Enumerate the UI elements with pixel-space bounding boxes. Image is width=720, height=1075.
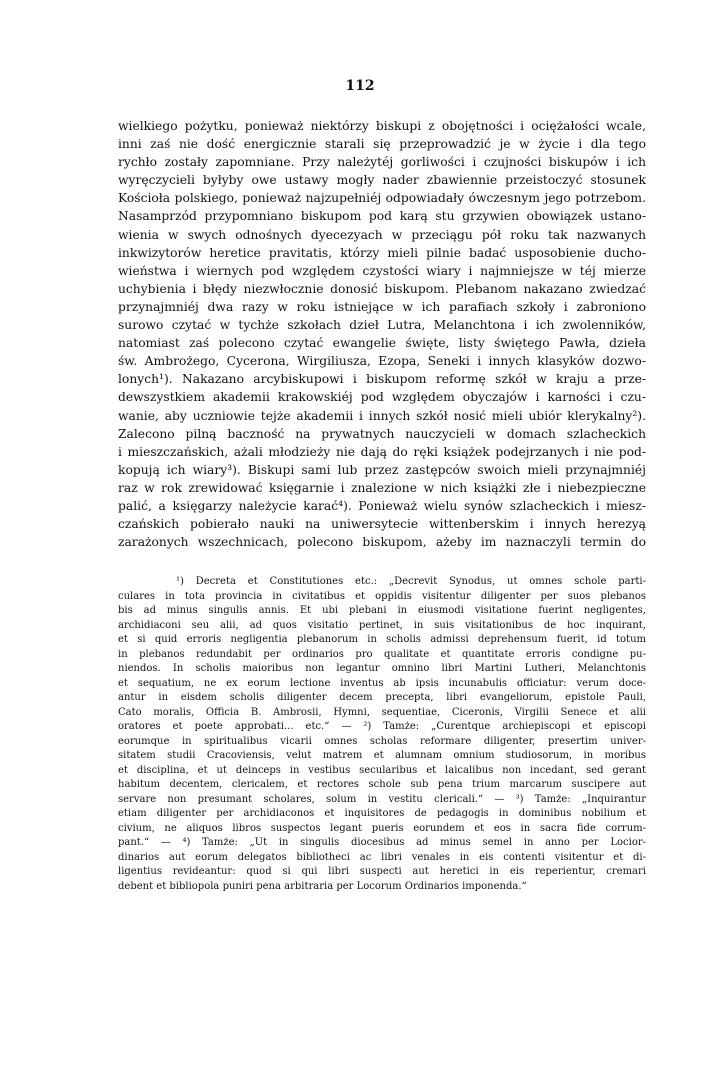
- text-line: rychło zostały zapomniane. Przy należytéj gorliwości i czujności biskupów i ich: [118, 155, 646, 170]
- text-line: czańskich pobierało nauki na uniwersytecie wittenberskim i innych herezyą: [118, 517, 646, 532]
- text-line: wielkiego pożytku, ponieważ niektórzy biskupi z obojętności i ociężałości wcale,: [118, 119, 646, 133]
- text-line: zarażonych wszechnicach, polecono biskupom, ażeby im naznaczyli termin do: [118, 535, 646, 550]
- text-line: i mieszczańskich, ażali młodzieży nie dają do ręki książek podejrzanych i nie pod-: [118, 444, 646, 459]
- text-line: dewszystkiem akademii krakowskiéj pod względem obyczajów i karności i czu-: [118, 390, 646, 405]
- footnote-line: et disciplina, et ut deinceps in vestibus secularibus et laicalibus non incedant, sed gerant: [118, 764, 646, 776]
- text-line: Zalecono pilną baczność na prywatnych nauczycieli w domach szlacheckich: [118, 426, 646, 441]
- footnote-line: civium, ne aliquos libros suspectos legant pueris eorundem et eos in sacra fide corrum-: [118, 822, 646, 834]
- footnote-line: eorumque in spiritualibus vicarii omnes scholas reformare diligenter, presertim univer-: [118, 735, 646, 747]
- text-line: wanie, aby uczniowie tejże akademii i innych szkół nosić mieli ubiór klerykalny²).: [118, 408, 646, 423]
- footnote-line: pant.“ — ⁴) Tamże: „Ut in singulis diocesibus ad minus semel in anno per Locior-: [118, 837, 646, 848]
- text-line: wyręczycieli byłyby owe ustawy mogły nader zbawiennie przeistoczyć stosunek: [118, 173, 646, 188]
- footnote-line: antur in eisdem scholis diligenter decem precepta, libri evangeliorum, epistole Pauli,: [118, 692, 646, 703]
- text-line: kopują ich wiary³). Biskupi sami lub przez zastępców swoich mieli przynajmniéj: [118, 462, 646, 477]
- footnote-line: bis ad minus singulis annis. Et ubi plebani in eiusmodi visitatione fuerint negligentes,: [118, 605, 646, 616]
- footnote-line: in plebanos redundabit per ordinarios pro qualitate et quantitate erroris condigne pu-: [118, 648, 646, 660]
- text-line: palić, a księgarzy należycie karać⁴). Ponieważ wielu synów szlacheckich i miesz-: [118, 498, 646, 513]
- footnote-line: dinarios aut eorum delegatos bibliotheci ac libri venales in eis contenti visitentur et di-: [118, 851, 646, 863]
- text-line: raz w rok zrewidować księgarnie i znalezione w nich książki złe i niebezpieczne: [118, 480, 646, 495]
- footnote-line: sitatem studii Cracoviensis, velut matrem et alumnam omnium studiosorum, in moribus: [118, 750, 646, 761]
- text-line: wienia w swych odnośnych dyecezyach w przeciągu pół roku tak nazwanych: [118, 227, 646, 242]
- text-line: surowo czytać w tychże szkołach dzieł Lutra, Melanchtona i ich zwolenników,: [118, 318, 646, 333]
- footnote-line: ¹) Decreta et Constitutiones etc.: „Decrevit Synodus, ut omnes schole parti-: [176, 576, 646, 587]
- footnote-line: debent et bibliopola puniri pena arbitraria per Locorum Ordinarios imponenda.“: [118, 880, 527, 892]
- footnote-line: archidiaconi seu alii, ad quos visitatio pertinet, in suis visitationibus de hoc inquirant,: [118, 619, 646, 631]
- page-number: 112: [345, 78, 375, 94]
- main-text: [118, 117, 646, 551]
- text-line: inni zaś nie dość energicznie starali się przeprowadzić je w życie i dla tego: [118, 137, 646, 152]
- text-line: Kościoła polskiego, ponieważ najzupełniéj odpowiadały ówczesnym jego potrzebom.: [118, 191, 646, 206]
- text-line: Nasamprzód przypomniano biskupom pod karą stu grzywien obowiązek ustano-: [118, 209, 646, 224]
- footnote-line: habitum decentem, clericalem, et rectores schole sub pena trium marcarum suscipere aut: [118, 779, 646, 790]
- footnotes: [118, 575, 646, 894]
- footnote-line: etiam diligenter per archidiaconos et inquisitores de pedagogis in dominibus nobilium et: [118, 808, 646, 819]
- text-line: lonych¹). Nakazano arcybiskupowi i biskupom reformę szkół w kraju a prze-: [118, 372, 646, 387]
- footnote-line: culares in tota provincia in civitatibus et oppidis visitentur diligenter per suos plebanos: [118, 590, 646, 602]
- footnote-line: et sequatium, ne ex eorum lectione inventus ab ipsis incunabulis officiatur: verum doce-: [118, 677, 646, 689]
- footnote-line: oratores et poete approbati... etc.“ — ²) Tamże: „Curentque archiepiscopi et episcopi: [118, 721, 646, 732]
- text-line: wieństwa i wiernych pod względem czystości wiary i najmniejsze w téj mierze: [118, 263, 646, 278]
- text-line: przynajmniéj dwa razy w roku istniejące w ich parafiach szkoły i zabroniono: [118, 299, 646, 314]
- text-line: inkwizytorów heretice pravitatis, którzy mieli pilnie badać usposobienie ducho-: [118, 245, 646, 260]
- text-line: natomiast zaś polecono czytać ewangelie święte, listy świętego Pawła, dzieła: [118, 336, 646, 351]
- footnote-line: niendos. In scholis maioribus non legantur omnino libri Martini Lutheri, Melanchtonis: [118, 663, 646, 674]
- footnote-line: servare non presumant scholares, solum in vestitu clericali.“ — ³) Tamże: „Inquirantur: [118, 793, 646, 805]
- text-line: św. Ambrożego, Cycerona, Wirgiliusza, Ezopa, Seneki i innych klasyków dozwo-: [118, 354, 646, 369]
- footnote-line: et si quid erroris negligentia plebanorum in scholis admissi deprehensum fuerit, id totum: [118, 634, 646, 645]
- footnote-line: Cato moralis, Officia B. Ambrosii, Hymni, sequentiae, Ciceronis, Virgilii Senece et alii: [118, 706, 646, 718]
- footnote-line: ligentius revideantur: quod si qui libri suspecti aut heretici in eis reperientur, cremari: [118, 866, 646, 877]
- text-line: uchybienia i błędy niezwłocznie donosić biskupom. Plebanom nakazano zwiedzać: [118, 281, 646, 296]
